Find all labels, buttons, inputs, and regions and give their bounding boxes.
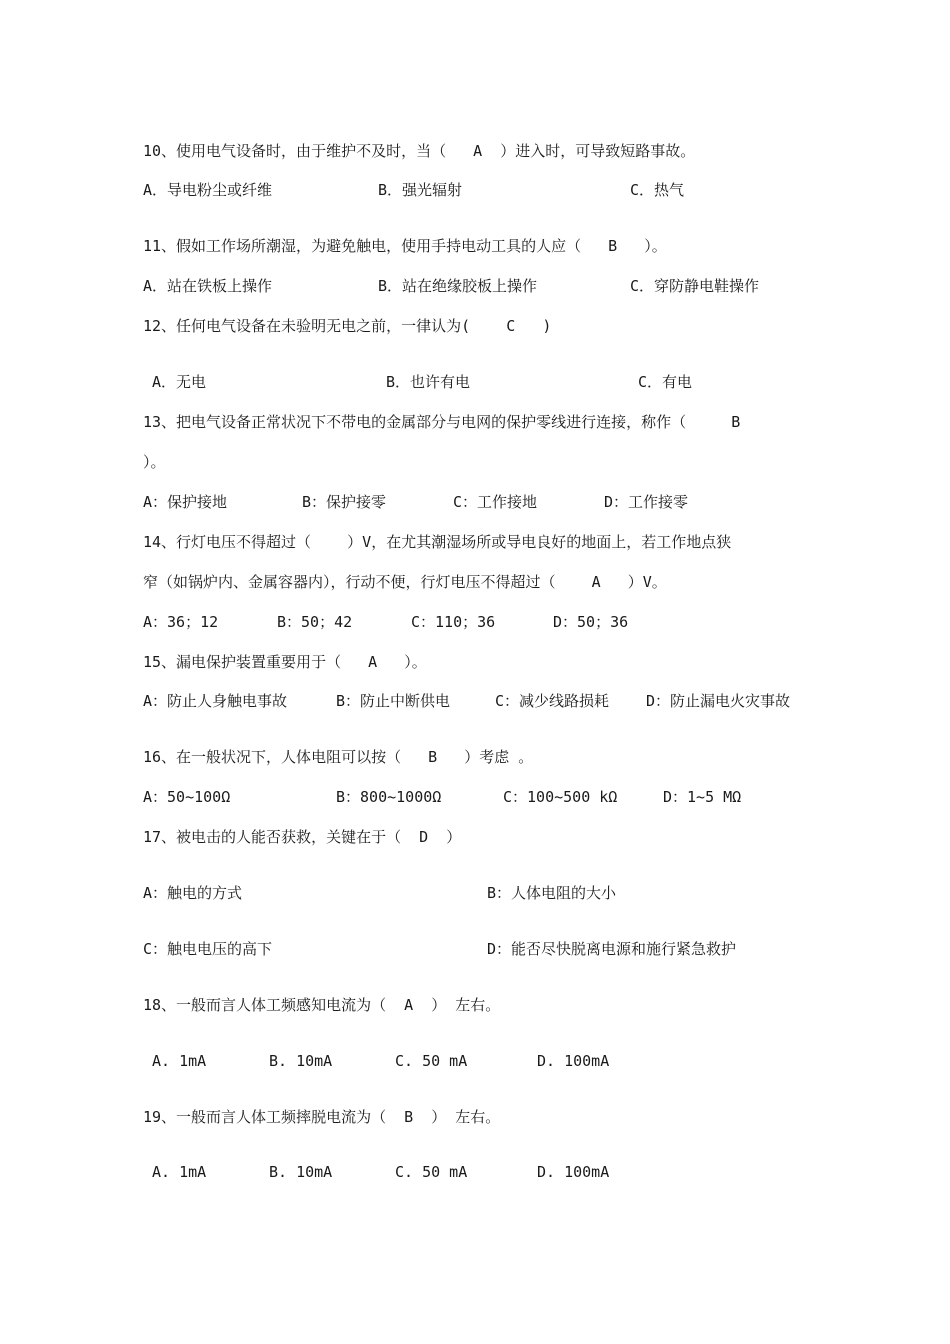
q14-option-b: B：50；42 [277,613,353,631]
q16-option-b: B：800~1000Ω [336,788,442,806]
q15-option-d: D：防止漏电火灾事故 [646,692,791,710]
q15-option-c: C：减少线路损耗 [495,692,610,710]
q11-option-c: C．穿防静电鞋操作 [630,277,760,295]
q18-option-b: B. 10mA [269,1052,333,1070]
q13-option-d: D：工作接零 [604,493,689,511]
q16-option-c: C：100~500 kΩ [503,788,618,806]
q13-option-a: A：保护接地 [143,493,228,511]
q17-option-b: B：人体电阻的大小 [487,884,617,902]
q12-option-a: A．无电 [152,373,207,391]
q19-option-d: D. 100mA [537,1163,610,1181]
question-19: 19、一般而言人体工频摔脱电流为（ B ） 左右。 [143,1108,501,1126]
q19-option-c: C. 50 mA [395,1163,468,1181]
q10-option-c: C．热气 [630,181,685,199]
q14-option-c: C：110；36 [411,613,496,631]
question-15: 15、漏电保护装置重要用于（ A ）。 [143,653,427,671]
q14-option-d: D：50；36 [553,613,629,631]
q17-option-d: D：能否尽快脱离电源和施行紧急救护 [487,940,737,958]
question-17: 17、被电击的人能否获救，关键在于（ D ） [143,828,462,846]
q18-option-a: A. 1mA [152,1052,207,1070]
question-14-line-2: 窄（如锅炉内、金属容器内），行动不便，行灯电压不得超过（ A ）V。 [143,573,667,591]
q15-option-a: A：防止人身触电事故 [143,692,288,710]
q13-option-c: C：工作接地 [453,493,538,511]
question-16: 16、在一般状况下，人体电阻可以按（ B ）考虑 。 [143,748,534,766]
question-18: 18、一般而言人体工频感知电流为（ A ） 左右。 [143,996,501,1014]
q18-option-d: D. 100mA [537,1052,610,1070]
question-10: 10、使用电气设备时，由于维护不及时，当（ A ）进入时，可导致短路事故。 [143,142,696,160]
q10-option-b: B．强光辐射 [378,181,463,199]
q15-option-b: B：防止中断供电 [336,692,451,710]
question-13-line-1: 13、把电气设备正常状况下不带电的金属部分与电网的保护零线进行连接，称作（ B [143,413,741,431]
question-11: 11、假如工作场所潮湿，为避免触电，使用手持电动工具的人应（ B ）。 [143,237,667,255]
q16-option-d: D：1~5 MΩ [663,788,742,806]
q17-option-a: A：触电的方式 [143,884,243,902]
q12-option-b: B．也许有电 [386,373,471,391]
question-14-line-1: 14、行灯电压不得超过（ ）V，在尤其潮湿场所或导电良好的地面上，若工作地点狭 [143,533,732,551]
q19-option-a: A. 1mA [152,1163,207,1181]
q17-option-c: C：触电电压的高下 [143,940,273,958]
question-13-line-2: ）。 [143,453,166,471]
q13-option-b: B：保护接零 [302,493,387,511]
q16-option-a: A：50~100Ω [143,788,231,806]
q10-option-a: A．导电粉尘或纤维 [143,181,273,199]
q18-option-c: C. 50 mA [395,1052,468,1070]
q11-option-a: A．站在铁板上操作 [143,277,273,295]
q11-option-b: B．站在绝缘胶板上操作 [378,277,538,295]
q14-option-a: A：36；12 [143,613,219,631]
q12-option-c: C．有电 [638,373,693,391]
q19-option-b: B. 10mA [269,1163,333,1181]
question-12: 12、任何电气设备在未验明无电之前，一律认为( C ) [143,317,552,335]
